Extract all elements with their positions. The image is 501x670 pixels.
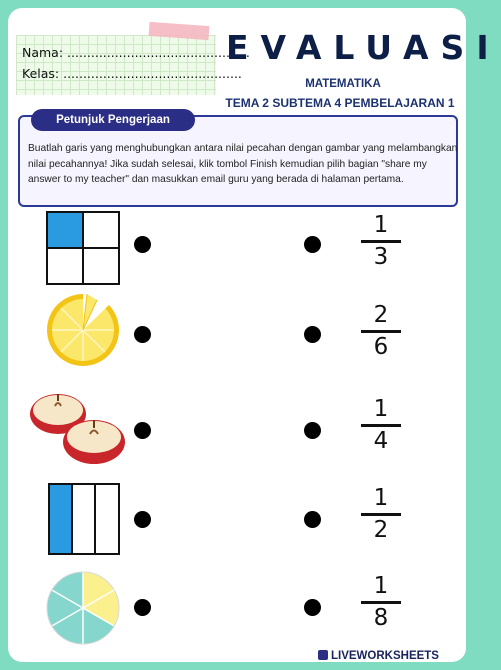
square-grid-quarter-icon: [46, 211, 120, 285]
fraction-denominator: 2: [373, 517, 389, 543]
lemon-slice-icon: [45, 292, 121, 368]
name-field: Nama: ..............................................: [22, 45, 250, 60]
instruction-tab: Petunjuk Pengerjaan: [31, 109, 195, 131]
left-dot-3[interactable]: [134, 422, 151, 439]
brand-text: LIVEWORKSHEETS: [331, 650, 439, 662]
fraction-denominator: 3: [373, 244, 389, 270]
fraction-denominator: 4: [373, 428, 389, 454]
fraction-3: [361, 397, 401, 453]
fraction-numerator: 1: [373, 396, 389, 422]
fraction-4: [361, 486, 401, 542]
left-dot-1[interactable]: [134, 236, 151, 253]
brand-icon: [318, 650, 328, 660]
fraction-numerator: 2: [373, 302, 389, 328]
class-field: Kelas: .............................................: [22, 66, 242, 81]
circle-sixths-icon: [45, 570, 121, 646]
instruction-text: Buatlah garis yang menghubungkan antara nilai pecahan dengan gambar yang melambangkan nilai pecahannya! Jika sudah selesai, klik tombol Finish kemudian pilih bagian "share my answer to my teacher" dan masukkan email guru yang berada di halaman pertama.: [28, 143, 458, 185]
fraction-5: [361, 574, 401, 630]
fraction-numerator: 1: [373, 212, 389, 238]
fraction-bar: [361, 424, 401, 427]
page-title: EVALUASI: [226, 28, 501, 67]
right-dot-3[interactable]: [304, 422, 321, 439]
left-dot-5[interactable]: [134, 599, 151, 616]
fraction-1: [361, 213, 401, 269]
rectangle-thirds-icon: [48, 483, 120, 555]
right-dot-4[interactable]: [304, 511, 321, 528]
liveworksheets-logo: [318, 650, 439, 662]
right-dot-2[interactable]: [304, 326, 321, 343]
fraction-bar: [361, 601, 401, 604]
fraction-denominator: 6: [373, 334, 389, 360]
apple-halves-icon: [28, 384, 128, 466]
worksheet: [8, 8, 501, 662]
left-dot-4[interactable]: [134, 511, 151, 528]
left-dot-2[interactable]: [134, 326, 151, 343]
fraction-numerator: 1: [373, 573, 389, 599]
subject-label: MATEMATIKA: [305, 78, 381, 90]
fraction-bar: [361, 240, 401, 243]
fraction-2: [361, 303, 401, 359]
right-dot-1[interactable]: [304, 236, 321, 253]
fraction-bar: [361, 330, 401, 333]
right-dot-5[interactable]: [304, 599, 321, 616]
theme-label: TEMA 2 SUBTEMA 4 PEMBELAJARAN 1: [225, 96, 455, 110]
fraction-numerator: 1: [373, 485, 389, 511]
fraction-bar: [361, 513, 401, 516]
fraction-denominator: 8: [373, 605, 389, 631]
name-box: [16, 35, 216, 95]
